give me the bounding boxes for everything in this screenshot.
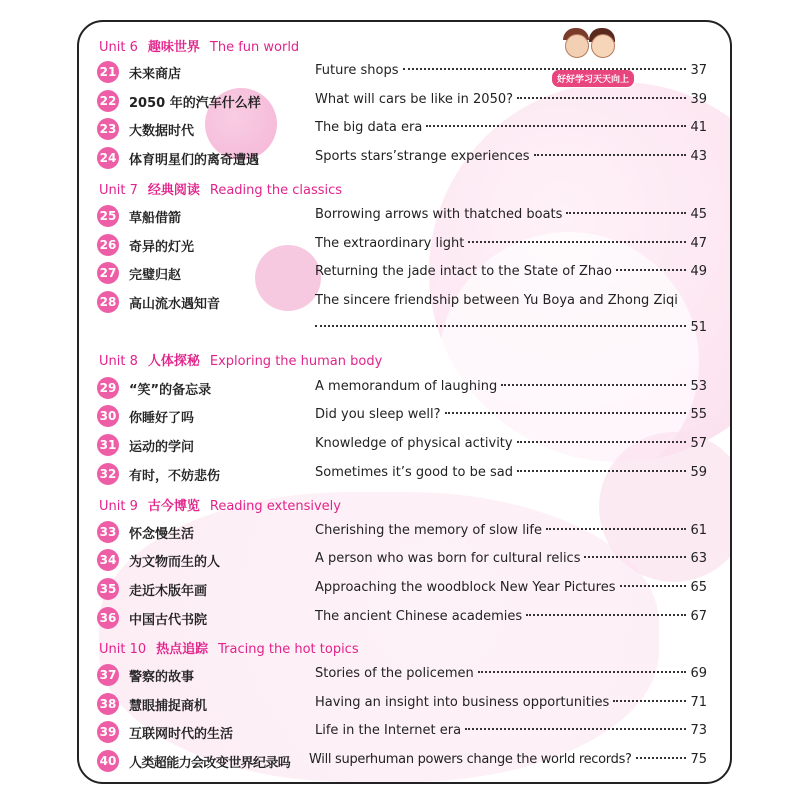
toc-entry[interactable] (97, 61, 707, 83)
dot-leader (517, 441, 687, 443)
dot-leader (465, 728, 686, 730)
unit-heading (99, 350, 382, 370)
lesson-title-english: The extraordinary light (315, 236, 465, 251)
lesson-number-badge: 23 (97, 118, 119, 140)
lesson-number-badge: 39 (97, 721, 119, 743)
lesson-title-chinese: 未来商店 (129, 67, 182, 82)
page-number: 69 (690, 666, 707, 681)
toc-entry[interactable] (97, 118, 707, 140)
toc-entry[interactable] (97, 721, 707, 743)
lesson-number-badge: 32 (97, 463, 119, 485)
lesson-title-chinese: 警察的故事 (129, 670, 195, 685)
lesson-title-english: Returning the jade intact to the State of Zhao (315, 264, 613, 279)
toc-entry[interactable] (97, 234, 707, 256)
lesson-title-chinese: 走近木版年画 (129, 584, 208, 599)
lesson-number-badge: 22 (97, 90, 119, 112)
unit-title-chinese: 经典阅读 (147, 183, 200, 198)
page-number: 53 (690, 379, 707, 394)
lesson-number-badge: 28 (97, 291, 119, 313)
lesson-title-chinese: 体育明星们的离奇遭遇 (129, 153, 260, 168)
unit-title-english: Tracing the hot topics (218, 642, 359, 657)
lesson-number-badge: 25 (97, 205, 119, 227)
lesson-title-english: A memorandum of laughing (315, 379, 498, 394)
lesson-title-english: Future shops (315, 63, 399, 78)
toc-entry[interactable] (97, 578, 707, 600)
unit-title-english: Reading the classics (209, 183, 343, 198)
page-number: 57 (690, 436, 707, 451)
dot-leader (517, 97, 686, 99)
toc-entry[interactable] (97, 521, 707, 543)
toc-entry[interactable] (97, 607, 707, 629)
toc-entry[interactable] (97, 693, 707, 715)
lesson-title-chinese: 怀念慢生活 (129, 527, 195, 542)
toc-entry[interactable] (97, 205, 707, 227)
page-number: 43 (690, 149, 707, 164)
page-number: 51 (690, 320, 707, 335)
dot-leader (517, 470, 686, 472)
unit-title-chinese: 热点追踪 (156, 642, 209, 657)
unit-number: Unit 8 (99, 354, 138, 369)
page-number: 41 (690, 120, 707, 135)
lesson-number-badge: 27 (97, 262, 119, 284)
unit-title-chinese: 人体探秘 (147, 354, 200, 369)
wrapped-leader-line (315, 320, 707, 335)
lesson-title-chinese: 2050 年的汽车什么样 (129, 96, 261, 111)
page-number: 75 (690, 752, 707, 767)
dot-leader (315, 325, 686, 327)
toc-entry[interactable] (97, 291, 707, 313)
lesson-title-chinese: 有时，不妨悲伤 (129, 469, 221, 484)
dot-leader (534, 154, 687, 156)
unit-number: Unit 10 (99, 642, 147, 657)
lesson-title-english: Knowledge of physical activity (315, 436, 513, 451)
lesson-number-badge: 40 (97, 750, 119, 772)
toc-entry[interactable] (97, 549, 707, 571)
page-number: 45 (690, 207, 707, 222)
toc-entry[interactable] (97, 664, 707, 686)
lesson-number-badge: 37 (97, 664, 119, 686)
lesson-title-chinese: 人类超能力会改变世界纪录吗 (129, 756, 291, 771)
lesson-title-english: The ancient Chinese academies (315, 609, 523, 624)
lesson-number-badge: 36 (97, 607, 119, 629)
lesson-number-badge: 33 (97, 521, 119, 543)
lesson-title-english: Sports stars’strange experiences (315, 149, 530, 164)
dot-leader (403, 68, 687, 70)
unit-heading (99, 179, 342, 199)
page-number: 73 (690, 723, 707, 738)
page-number: 37 (690, 63, 707, 78)
lesson-title-english: Stories of the policemen (315, 666, 474, 681)
toc-entry[interactable] (97, 377, 707, 399)
dot-leader (546, 528, 686, 530)
lesson-number-badge: 21 (97, 61, 119, 83)
lesson-number-badge: 35 (97, 578, 119, 600)
dot-leader (426, 125, 686, 127)
page-number: 49 (690, 264, 707, 279)
page-number: 71 (690, 695, 707, 710)
toc-entry[interactable] (97, 90, 707, 112)
page-number: 67 (690, 609, 707, 624)
lesson-title-english: Will superhuman powers change the world records? (309, 752, 632, 767)
toc-entry[interactable] (97, 434, 707, 456)
lesson-number-badge: 26 (97, 234, 119, 256)
dot-leader (584, 556, 686, 558)
dot-leader (620, 585, 687, 587)
lesson-title-chinese: 完璧归赵 (129, 268, 182, 283)
lesson-title-chinese: 高山流水遇知音 (129, 297, 221, 312)
unit-title-english: Reading extensively (209, 499, 341, 514)
lesson-title-english: What will cars be like in 2050? (315, 92, 514, 107)
lesson-number-badge: 24 (97, 147, 119, 169)
contents-page (77, 20, 732, 784)
lesson-title-english: Cherishing the memory of slow life (315, 523, 542, 538)
lesson-title-english: Did you sleep well? (315, 407, 441, 422)
unit-title-english: The fun world (209, 40, 300, 55)
toc-entry[interactable] (97, 405, 707, 427)
lesson-number-badge: 38 (97, 693, 119, 715)
page-number: 39 (690, 92, 707, 107)
unit-title-chinese: 趣味世界 (147, 40, 200, 55)
lesson-title-chinese: 运动的学问 (129, 440, 195, 455)
lesson-title-chinese: 你睡好了吗 (129, 411, 195, 426)
lesson-title-chinese: 草船借箭 (129, 211, 182, 226)
toc-entry[interactable] (97, 750, 707, 772)
lesson-title-english: The sincere friendship between Yu Boya and Zhong Ziqi (315, 293, 678, 308)
unit-heading (99, 638, 359, 658)
lesson-title-chinese: 互联网时代的生活 (129, 727, 234, 742)
lesson-title-english: A person who was born for cultural relics (315, 551, 581, 566)
dot-leader (501, 384, 686, 386)
lesson-title-chinese: 中国古代书院 (129, 613, 208, 628)
lesson-title-english: Having an insight into business opportunities (315, 695, 610, 710)
unit-heading (99, 36, 299, 56)
page-number: 63 (690, 551, 707, 566)
lesson-title-chinese: 大数据时代 (129, 124, 195, 139)
dot-leader (636, 757, 687, 759)
dot-leader (445, 412, 687, 414)
lesson-title-english: Approaching the woodblock New Year Pictures (315, 580, 616, 595)
logo-text: 好好学习天天向上 (551, 69, 635, 88)
lesson-title-chinese: 慧眼捕捉商机 (129, 699, 208, 714)
lesson-number-badge: 34 (97, 549, 119, 571)
lesson-number-badge: 29 (97, 377, 119, 399)
lesson-number-badge: 30 (97, 405, 119, 427)
unit-number: Unit 7 (99, 183, 138, 198)
unit-heading (99, 495, 341, 515)
toc-entry[interactable] (97, 147, 707, 169)
unit-title-chinese: 古今博览 (147, 499, 200, 514)
dot-leader (566, 212, 686, 214)
unit-title-english: Exploring the human body (209, 354, 383, 369)
lesson-title-chinese: “笑”的备忘录 (129, 383, 212, 398)
lesson-title-english: Sometimes it’s good to be sad (315, 465, 513, 480)
lesson-title-chinese: 奇异的灯光 (129, 240, 195, 255)
lesson-number-badge: 31 (97, 434, 119, 456)
dot-leader (478, 671, 687, 673)
lesson-title-english: Borrowing arrows with thatched boats (315, 207, 563, 222)
page-number: 55 (690, 407, 707, 422)
dot-leader (526, 614, 686, 616)
unit-number: Unit 9 (99, 499, 138, 514)
dot-leader (468, 241, 686, 243)
toc-entry[interactable] (97, 262, 707, 284)
page-number: 47 (690, 236, 707, 251)
toc-entry[interactable] (97, 463, 707, 485)
page-number: 59 (690, 465, 707, 480)
lesson-title-english: Life in the Internet era (315, 723, 462, 738)
unit-number: Unit 6 (99, 40, 138, 55)
lesson-title-english: The big data era (315, 120, 423, 135)
dot-leader (616, 269, 686, 271)
lesson-title-chinese: 为文物而生的人 (129, 555, 221, 570)
page-number: 61 (690, 523, 707, 538)
page-number: 65 (690, 580, 707, 595)
dot-leader (613, 700, 686, 702)
